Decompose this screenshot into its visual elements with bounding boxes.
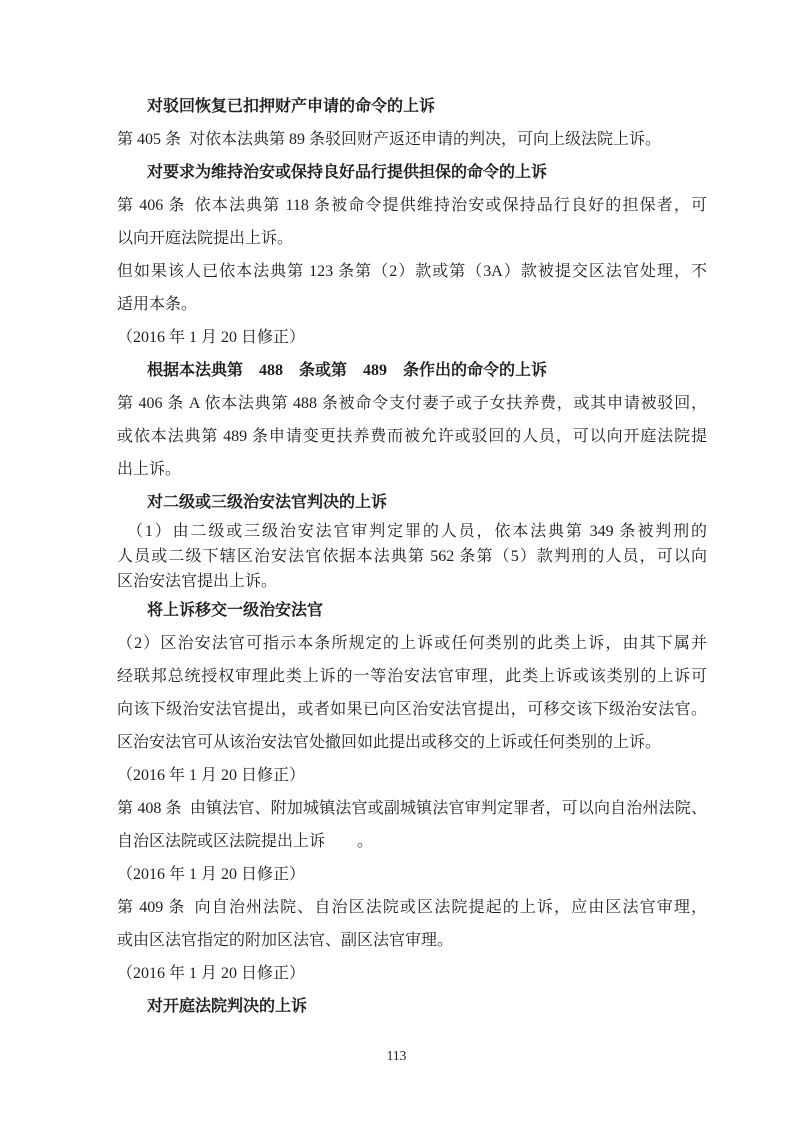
text-line: 第 406 条 A 依本法典第 488 条被命令支付妻子或子女扶养费，或其申请被驳回， <box>117 395 707 412</box>
text-line: （2）区治安法官可指示本条所规定的上诉或任何类别的此类上诉，由其下属并 <box>117 635 707 652</box>
paragraph <box>117 957 707 990</box>
text-line: 第 406 条 依本法典第 118 条被命令提供维持治安或保持品行良好的担保者，可 <box>117 197 707 214</box>
text-line: 区治安法官提出上诉。 <box>117 573 278 590</box>
paragraph <box>117 759 707 792</box>
section-heading: 对开庭法院判决的上诉 <box>147 998 308 1015</box>
text-line: （2016 年 1 月 20 日修正） <box>117 866 306 883</box>
text-line: 向该下级治安法官提出，或者如果已向区治安法官提出，可移交该下级治安法官。 <box>117 701 707 718</box>
text-line: （2016 年 1 月 20 日修正） <box>117 767 306 784</box>
text-line: 第 409 条 向自治州法院、自治区法院或区法院提起的上诉，应由区法官审理， <box>117 899 707 916</box>
section-heading: 对驳回恢复已扣押财产申请的命令的上诉 <box>147 98 436 115</box>
section-heading: 根据本法典第 488 条或第 489 条作出的命令的上诉 <box>147 362 548 379</box>
text-line: 第 408 条 由镇法官、附加城镇法官或副城镇法官审判定罪者，可以向自治州法院、 <box>117 800 707 817</box>
text-line: 出上诉。 <box>117 461 182 478</box>
section-heading: 对要求为维持治安或保持良好品行提供担保的命令的上诉 <box>147 164 548 181</box>
text-line: 经联邦总统授权审理此类上诉的一等治安法官审理，此类上诉或该类别的上诉可 <box>117 668 707 685</box>
paragraph <box>117 189 707 255</box>
text-line: 适用本条。 <box>117 296 198 313</box>
paragraph <box>117 387 707 486</box>
paragraph <box>117 321 707 354</box>
text-line: 区治安法官可从该治安法官处撤回如此提出或移交的上诉或任何类别的上诉。 <box>117 734 662 751</box>
paragraph <box>117 792 707 858</box>
text-line: （1）由二级或三级治安法官审判定罪的人员，依本法典第 349 条被判刑的 <box>127 523 707 540</box>
paragraph <box>117 858 707 891</box>
page-number: 113 <box>386 1048 407 1063</box>
text-line: 或依本法典第 489 条申请变更扶养费而被允许或驳回的人员，可以向开庭法院提 <box>117 428 707 445</box>
text-line: 第 405 条 对依本法典第 89 条驳回财产返还申请的判决，可向上级法院上诉。 <box>117 131 662 148</box>
text-line: 人员或二级下辖区治安法官依据本法典第 562 条第（5）款判刑的人员，可以向 <box>117 548 707 565</box>
paragraph <box>117 627 707 759</box>
paragraph <box>117 519 707 594</box>
text-line: 自治区法院或区法院提出上诉 。 <box>117 833 374 850</box>
paragraph <box>117 255 707 321</box>
paragraph <box>117 891 707 957</box>
text-line: （2016 年 1 月 20 日修正） <box>117 965 306 982</box>
text-line: （2016 年 1 月 20 日修正） <box>117 329 306 346</box>
text-line: 或由区法官指定的附加区法官、副区法官审理。 <box>117 932 454 949</box>
paragraph <box>117 123 707 156</box>
text-line: 以向开庭法院提出上诉。 <box>117 230 294 247</box>
section-heading: 对二级或三级治安法官判决的上诉 <box>147 494 388 511</box>
document-body <box>117 0 707 1023</box>
section-heading: 将上诉移交一级治安法官 <box>147 602 324 619</box>
text-line: 但如果该人已依本法典第 123 条第（2）款或第（3A）款被提交区法官处理，不 <box>117 263 707 280</box>
